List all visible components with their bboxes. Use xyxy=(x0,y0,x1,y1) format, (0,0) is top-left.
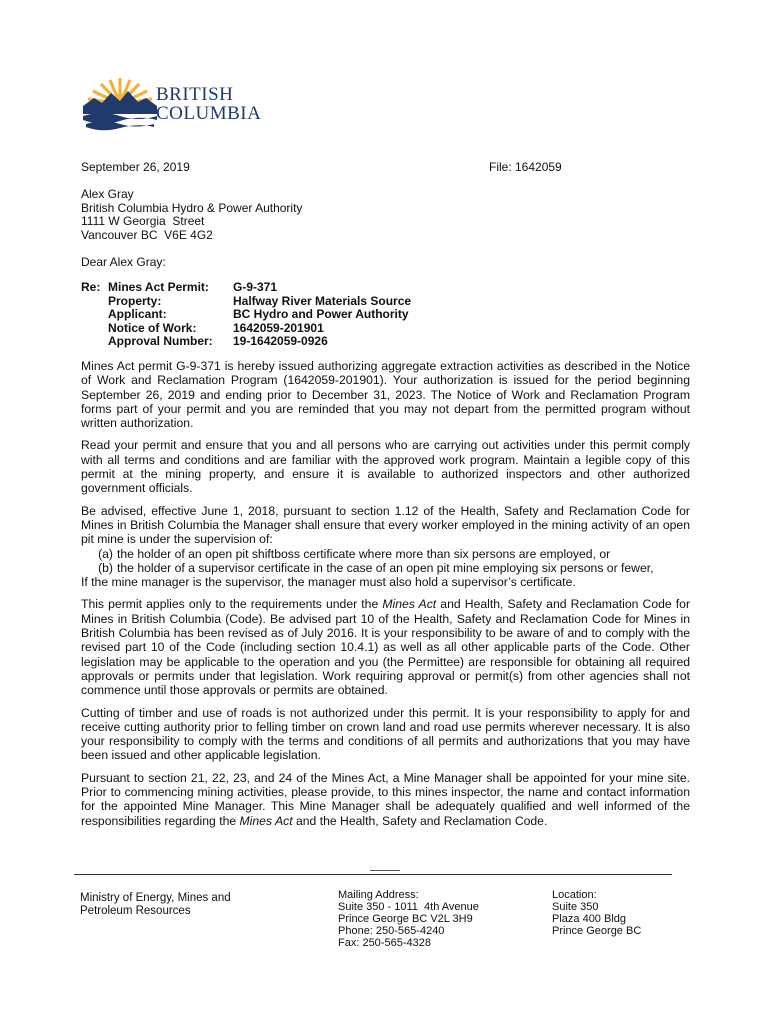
list-text: the holder of a supervisor certificate in the case of an open pit mine employing six persons or fewer, xyxy=(117,560,654,575)
act-name: Mines Act xyxy=(239,813,293,828)
re-value: G-9-371 xyxy=(233,280,278,294)
re-label: Approval Number: xyxy=(108,334,213,348)
re-label: Mines Act Permit: xyxy=(108,280,209,294)
footer-line: Mailing Address: xyxy=(338,889,419,901)
paragraph-applicability xyxy=(81,597,690,697)
list-marker: (a) xyxy=(98,546,113,561)
paragraph-text: Pursuant to section 21, 22, 23, and 24 of the Mines Act, a Mine Manager shall be appointed for your mine site. Prior to commencing mining activities, please provide, to this mines inspector, the name and contact information for the appointed Mine Manager. This Mine Manager shall be adequately qualified and well informed of the responsibilities regarding the xyxy=(81,770,690,828)
re-row xyxy=(81,322,411,336)
paragraph-text: and the Health, Safety and Reclamation Code. xyxy=(292,813,548,828)
footer-line: Prince George BC xyxy=(552,925,642,937)
footer-line: Suite 350 xyxy=(552,901,599,913)
paragraph-text: Be advised, effective June 1, 2018, pursuant to section 1.12 of the Health, Safety and Reclamation Code for Mines in British Columbia the Manager shall ensure that every worker employed in the mining activity of an open pit mine is under the supervision of: xyxy=(81,503,690,547)
re-row xyxy=(81,295,411,309)
address-line: Vancouver BC V6E 4G2 xyxy=(81,227,213,242)
re-value: 19-1642059-0926 xyxy=(233,334,328,348)
recipient-address xyxy=(81,188,302,242)
address-line: 1111 W Georgia Street xyxy=(81,214,205,228)
paragraph-read-permit: Read your permit and ensure that you and all persons who are carrying out activities under this permit comply with all terms and conditions and are familiar with the approved work program. Maintain a legible copy of this permit at the mining property, and ensure it is available to authorized inspectors and other authorized government officials. xyxy=(81,438,690,496)
re-block xyxy=(81,281,411,349)
footer-location xyxy=(552,889,641,937)
footer-mailing-address xyxy=(338,889,479,949)
salutation: Dear Alex Gray: xyxy=(81,255,166,269)
paragraph-mine-manager xyxy=(81,771,690,828)
re-label: Property: xyxy=(108,293,162,308)
logo-line-2: COLUMBIA xyxy=(156,103,262,124)
logo-wordmark xyxy=(156,86,261,123)
logo-line-1: BRITISH xyxy=(156,84,234,105)
re-row xyxy=(81,335,411,349)
waves-shape xyxy=(83,113,157,124)
letter-body xyxy=(81,359,690,836)
paragraph-permit: Mines Act permit G-9-371 is hereby issued authorizing aggregate extraction activities as described in the Notice of Work and Reclamation Program (1642059-201901). Your authorization is issued for the period beginning September 26, 2019 and ending prior to December 31, 2023. The Notice of Work and Reclamation Program forms part of your permit and you are reminded that you may not depart from the permitted program without written authorization. xyxy=(81,359,690,431)
footer-line: Plaza 400 Bldg xyxy=(552,913,626,925)
paragraph-supervisor-cert: If the mine manager is the supervisor, the manager must also hold a supervisor’s certificate. xyxy=(81,575,576,590)
footer-line: Phone: 250-565-4240 xyxy=(338,925,445,937)
address-line: Alex Gray xyxy=(81,187,134,201)
paragraph-timber: Cutting of timber and use of roads is not authorized under this permit. It is your responsibility to apply for and receive cutting authority prior to felling timber on crown land and road use permits wherever necessary. It is also your responsibility to comply with the terms and conditions of all permits and authorizations that you may have been issued and other applicable legislation. xyxy=(81,705,690,763)
address-line: British Columbia Hydro & Power Authority xyxy=(81,200,303,215)
re-label: Notice of Work: xyxy=(108,320,197,335)
re-row xyxy=(81,281,411,295)
list-item xyxy=(81,561,690,575)
list-text: the holder of an open pit shiftboss certificate where more than six persons are employed, or xyxy=(117,546,611,561)
paragraph-text: This permit applies only to the requirements under the xyxy=(81,597,383,612)
re-label: Applicant: xyxy=(108,307,167,321)
list-item xyxy=(81,547,690,561)
footer-line: Petroleum Resources xyxy=(80,905,191,917)
footer-line: Prince George BC V2L 3H9 xyxy=(338,913,473,925)
file-number: File: 1642059 xyxy=(489,160,562,174)
paragraph-supervision xyxy=(81,504,690,547)
footer-line: Ministry of Energy, Mines and xyxy=(80,892,231,904)
re-prefix: Re: xyxy=(81,280,101,294)
letter-date: September 26, 2019 xyxy=(81,160,190,174)
footer-line: Location: xyxy=(552,889,597,901)
re-value: 1642059-201901 xyxy=(233,320,324,335)
footer-line: Fax: 250-565-4328 xyxy=(338,937,431,949)
footer-line: Suite 350 - 1011 4th Avenue xyxy=(338,901,479,913)
act-name: Mines Act xyxy=(382,597,437,612)
paragraph-text: and Health, Safety and Reclamation Code for Mines in British Columbia (Code). Be advised part 10 of the Health, Safety and Reclamation Code for Mines in British Columbia has been revised as of July 2016. It is your responsibility to be aware of and to comply with the revised part 10 of the Code (including section 10.4.1) as well as all other applicable parts of the Code. Other legislation may be applicable to the operation and you (the Permittee) are responsible for obtaining all required approvals or permits under that legislation. Work requiring approval or permit(s) from other agencies shall not commence until those approvals or permits are obtained. xyxy=(81,597,690,698)
list-marker: (b) xyxy=(98,560,113,575)
re-row xyxy=(81,308,411,322)
re-value: BC Hydro and Power Authority xyxy=(233,307,409,321)
re-value: Halfway River Materials Source xyxy=(233,293,412,308)
footer-divider xyxy=(74,874,672,875)
footer-ministry xyxy=(80,892,231,918)
divider xyxy=(370,870,400,871)
